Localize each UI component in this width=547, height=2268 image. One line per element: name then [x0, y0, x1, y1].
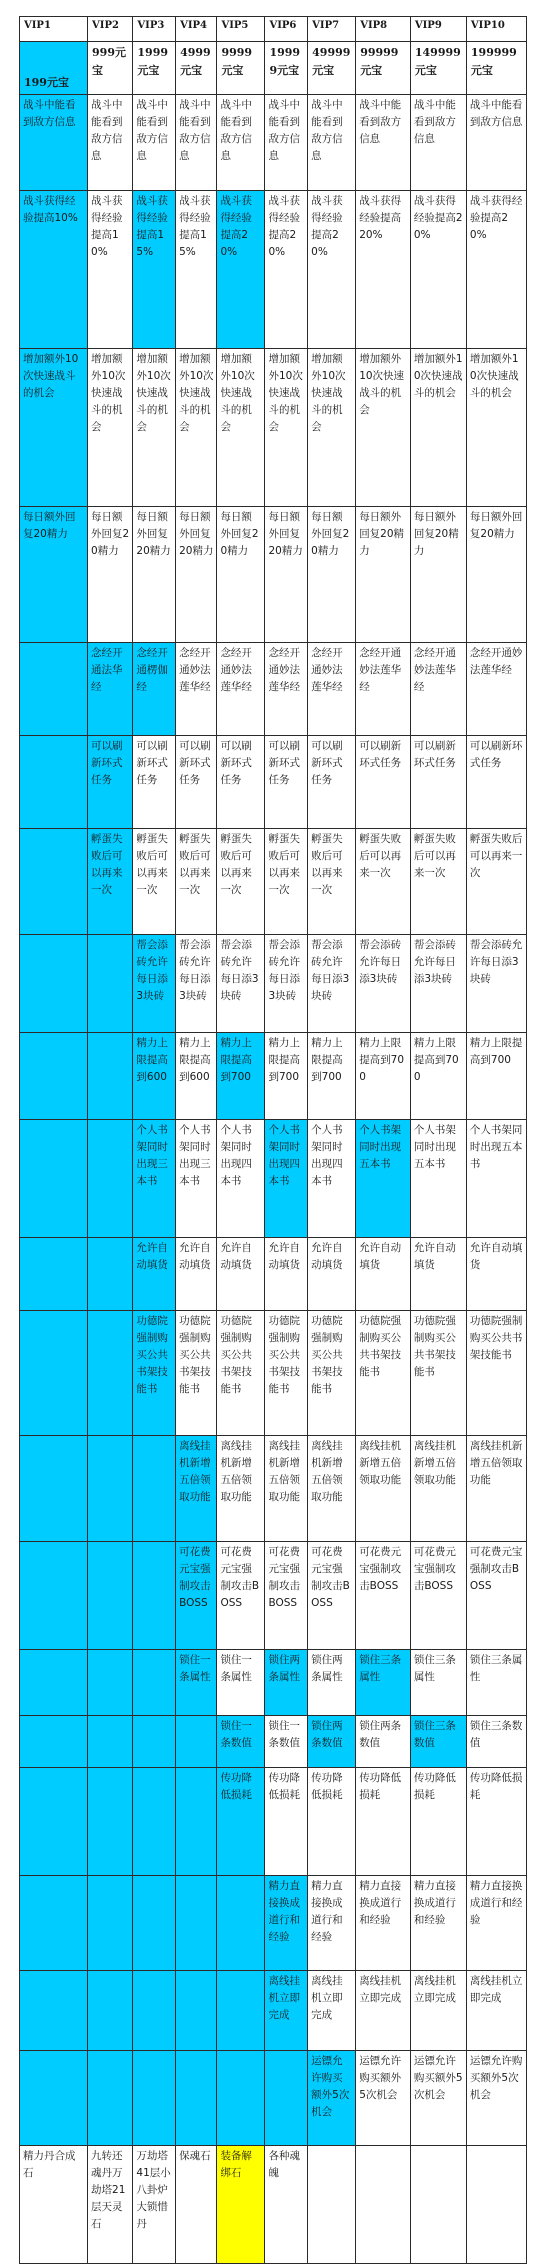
privilege-cell: 个人书架同时出现五本书	[410, 1120, 466, 1238]
privilege-cell: 战斗获得经验提高20%	[410, 190, 466, 348]
privilege-cell	[20, 828, 88, 934]
privilege-cell: 孵蛋失败后可以再来一次	[88, 828, 133, 934]
privilege-cell: 精力上限提高到700	[265, 1032, 308, 1120]
privilege-cell: 帮会添砖允许每日添3块砖	[410, 934, 466, 1032]
privilege-cell: 离线挂机新增五倍领取功能	[176, 1436, 217, 1542]
privilege-cell: 传功降低损耗	[356, 1768, 411, 1875]
privilege-cell: 各种魂魄	[265, 2146, 308, 2264]
privilege-cell: 精力直接换成道行和经验	[410, 1875, 466, 1970]
privilege-cell: 万劫塔41层小八卦炉大锁惜丹	[133, 2146, 176, 2264]
privilege-cell	[20, 1032, 88, 1120]
privilege-cell: 功德院强制购买公共书架技能书	[356, 1310, 411, 1435]
privilege-cell: 传功降低损耗	[308, 1768, 356, 1875]
privilege-cell: 念经开通妙法莲华经	[176, 643, 217, 736]
privilege-cell: 功德院强制购买公共书架技能书	[217, 1310, 265, 1435]
privilege-cell: 可花费元宝强制攻击BOSS	[217, 1542, 265, 1649]
privilege-cell: 锁住三条属性	[410, 1649, 466, 1716]
privilege-cell: 允许自动填货	[410, 1237, 466, 1310]
privilege-row	[20, 735, 527, 828]
privilege-cell: 允许自动填货	[356, 1237, 411, 1310]
privilege-cell: 每日额外回复20精力	[176, 507, 217, 643]
privilege-cell: 战斗中能看到敌方信息	[308, 95, 356, 190]
privilege-cell	[20, 1436, 88, 1542]
privilege-cell: 每日额外回复20精力	[410, 507, 466, 643]
vip-level-header: VIP9	[410, 17, 466, 42]
privilege-cell	[133, 1716, 176, 1768]
vip-price-cell: 99999元宝	[356, 41, 411, 95]
privilege-cell	[88, 1237, 133, 1310]
privilege-cell: 运镖允许购买额外5次机会	[410, 2050, 466, 2145]
privilege-cell: 战斗中能看到敌方信息	[265, 95, 308, 190]
privilege-cell	[308, 2146, 356, 2264]
privilege-cell: 战斗中能看到敌方信息	[410, 95, 466, 190]
privilege-cell: 增加额外10次快速战斗的机会	[308, 348, 356, 506]
privilege-cell: 个人书架同时出现五本书	[356, 1120, 411, 1238]
privilege-cell	[133, 1542, 176, 1649]
privilege-cell: 可花费元宝强制攻击BOSS	[356, 1542, 411, 1649]
privilege-cell	[133, 1649, 176, 1716]
privilege-cell: 帮会添砖允许每日添3块砖	[176, 934, 217, 1032]
vip-price-cell: 999元宝	[88, 41, 133, 95]
privilege-cell: 锁住三条属性	[356, 1649, 411, 1716]
privilege-cell	[88, 1310, 133, 1435]
privilege-cell: 念经开通妙法莲华经	[410, 643, 466, 736]
vip-level-header: VIP2	[88, 17, 133, 42]
privilege-cell: 保魂石	[176, 2146, 217, 2264]
privilege-cell: 帮会添砖允许每日添3块砖	[265, 934, 308, 1032]
privilege-cell: 功德院强制购买公共书架技能书	[410, 1310, 466, 1435]
vip-level-header-row	[20, 17, 527, 42]
privilege-cell: 战斗获得经验提高15%	[176, 190, 217, 348]
privilege-cell	[20, 1542, 88, 1649]
vip-level-header: VIP7	[308, 17, 356, 42]
vip-level-header: VIP1	[20, 17, 88, 42]
privilege-cell: 念经开通妙法莲华经	[217, 643, 265, 736]
privilege-cell: 离线挂机新增五倍领取功能	[410, 1436, 466, 1542]
privilege-cell: 功德院强制购买公共书架技能书	[466, 1310, 526, 1435]
privilege-cell: 每日额外回复20精力	[308, 507, 356, 643]
privilege-cell: 念经开通妙法莲华经	[466, 643, 526, 736]
privilege-cell: 帮会添砖允许每日添3块砖	[217, 934, 265, 1032]
vip-gift-items-row	[20, 2146, 527, 2264]
privilege-cell	[88, 1768, 133, 1875]
privilege-cell: 可以刷新环式任务	[308, 735, 356, 828]
privilege-cell	[217, 1875, 265, 1970]
privilege-row	[20, 1768, 527, 1875]
privilege-cell: 允许自动填货	[176, 1237, 217, 1310]
privilege-cell: 战斗中能看到敌方信息	[176, 95, 217, 190]
privilege-cell	[133, 2050, 176, 2145]
privilege-cell: 锁住一条数值	[217, 1716, 265, 1768]
vip-level-header: VIP8	[356, 17, 411, 42]
vip-level-header: VIP6	[265, 17, 308, 42]
vip-price-cell: 9999元宝	[217, 41, 265, 95]
vip-privilege-table	[19, 16, 527, 2264]
privilege-cell: 可花费元宝强制攻击BOSS	[466, 1542, 526, 1649]
privilege-cell	[20, 1649, 88, 1716]
privilege-cell: 每日额外回复20精力	[88, 507, 133, 643]
privilege-cell: 孵蛋失败后可以再来一次	[356, 828, 411, 934]
privilege-cell: 战斗获得经验提高20%	[356, 190, 411, 348]
privilege-cell: 可以刷新环式任务	[176, 735, 217, 828]
privilege-cell: 孵蛋失败后可以再来一次	[133, 828, 176, 934]
privilege-cell	[217, 1971, 265, 2051]
privilege-cell: 精力上限提高到600	[176, 1032, 217, 1120]
privilege-cell: 战斗中能看到敌方信息	[20, 95, 88, 190]
privilege-cell: 战斗获得经验提高20%	[217, 190, 265, 348]
privilege-cell: 孵蛋失败后可以再来一次	[466, 828, 526, 934]
privilege-cell: 可以刷新环式任务	[466, 735, 526, 828]
privilege-cell	[20, 735, 88, 828]
privilege-cell: 锁住一条属性	[176, 1649, 217, 1716]
privilege-cell	[410, 2146, 466, 2264]
privilege-row	[20, 1436, 527, 1542]
privilege-cell: 念经开通妙法莲华经	[356, 643, 411, 736]
privilege-cell: 允许自动填货	[308, 1237, 356, 1310]
privilege-cell: 允许自动填货	[466, 1237, 526, 1310]
vip-price-cell: 149999元宝	[410, 41, 466, 95]
privilege-cell: 增加额外10次快速战斗的机会	[356, 348, 411, 506]
privilege-cell: 增加额外10次快速战斗的机会	[265, 348, 308, 506]
privilege-cell: 战斗获得经验提高20%	[265, 190, 308, 348]
vip-level-header: VIP10	[466, 17, 526, 42]
privilege-cell	[20, 643, 88, 736]
privilege-cell: 战斗中能看到敌方信息	[133, 95, 176, 190]
privilege-row	[20, 1716, 527, 1768]
privilege-cell: 念经开通妙法莲华经	[308, 643, 356, 736]
privilege-cell: 战斗获得经验提高15%	[133, 190, 176, 348]
privilege-cell	[88, 1120, 133, 1238]
privilege-row	[20, 1310, 527, 1435]
privilege-cell: 战斗中能看到敌方信息	[88, 95, 133, 190]
privilege-cell	[20, 1971, 88, 2051]
privilege-cell: 增加额外10次快速战斗的机会	[20, 348, 88, 506]
privilege-cell: 运镖允许购买额外5次机会	[356, 2050, 411, 2145]
privilege-cell	[133, 1971, 176, 2051]
privilege-cell	[20, 1768, 88, 1875]
privilege-cell: 可以刷新环式任务	[265, 735, 308, 828]
privilege-cell: 功德院强制购买公共书架技能书	[265, 1310, 308, 1435]
privilege-cell: 锁住三条数值	[466, 1716, 526, 1768]
privilege-cell: 锁住一条数值	[265, 1716, 308, 1768]
privilege-cell: 个人书架同时出现三本书	[133, 1120, 176, 1238]
vip-price-cell: 199999元宝	[466, 41, 526, 95]
privilege-cell: 锁住两条属性	[308, 1649, 356, 1716]
privilege-cell: 每日额外回复20精力	[356, 507, 411, 643]
privilege-cell: 每日额外回复20精力	[466, 507, 526, 643]
privilege-cell: 功德院强制购买公共书架技能书	[308, 1310, 356, 1435]
privilege-cell: 孵蛋失败后可以再来一次	[176, 828, 217, 934]
privilege-cell: 增加额外10次快速战斗的机会	[176, 348, 217, 506]
privilege-cell: 锁住两条数值	[356, 1716, 411, 1768]
privilege-cell	[265, 2050, 308, 2145]
privilege-cell	[176, 2050, 217, 2145]
privilege-cell: 精力上限提高到700	[466, 1032, 526, 1120]
privilege-cell: 战斗中能看到敌方信息	[356, 95, 411, 190]
privilege-cell: 可以刷新环式任务	[88, 735, 133, 828]
privilege-cell: 传功降低损耗	[466, 1768, 526, 1875]
vip-price-cell: 19999元宝	[265, 41, 308, 95]
privilege-cell: 可以刷新环式任务	[133, 735, 176, 828]
privilege-cell	[356, 2146, 411, 2264]
privilege-cell: 功德院强制购买公共书架技能书	[133, 1310, 176, 1435]
privilege-cell: 每日额外回复20精力	[217, 507, 265, 643]
vip-level-header: VIP3	[133, 17, 176, 42]
privilege-cell: 增加额外10次快速战斗的机会	[133, 348, 176, 506]
privilege-cell: 精力丹合成石	[20, 2146, 88, 2264]
privilege-cell: 念经开通妙法莲华经	[265, 643, 308, 736]
privilege-cell: 个人书架同时出现四本书	[217, 1120, 265, 1238]
privilege-cell: 精力直接换成道行和经验	[466, 1875, 526, 1970]
privilege-cell: 帮会添砖允许每日添3块砖	[133, 934, 176, 1032]
privilege-cell: 可花费元宝强制攻击BOSS	[308, 1542, 356, 1649]
privilege-cell: 帮会添砖允许每日添3块砖	[356, 934, 411, 1032]
privilege-cell: 可花费元宝强制攻击BOSS	[265, 1542, 308, 1649]
privilege-cell: 战斗获得经验提高20%	[308, 190, 356, 348]
privilege-cell: 战斗获得经验提高20%	[466, 190, 526, 348]
privilege-cell: 精力上限提高到700	[308, 1032, 356, 1120]
privilege-cell: 精力上限提高到700	[356, 1032, 411, 1120]
privilege-cell: 离线挂机立即完成	[410, 1971, 466, 2051]
vip-price-cell: 199元宝	[20, 41, 88, 95]
privilege-cell: 锁住两条属性	[265, 1649, 308, 1716]
privilege-cell: 精力上限提高到700	[410, 1032, 466, 1120]
privilege-cell: 每日额外回复20精力	[20, 507, 88, 643]
privilege-row	[20, 190, 527, 348]
privilege-cell	[20, 1120, 88, 1238]
privilege-cell: 个人书架同时出现四本书	[308, 1120, 356, 1238]
privilege-cell: 战斗中能看到敌方信息	[466, 95, 526, 190]
privilege-cell: 增加额外10次快速战斗的机会	[410, 348, 466, 506]
privilege-row	[20, 828, 527, 934]
privilege-cell: 锁住一条属性	[217, 1649, 265, 1716]
privilege-cell	[176, 1875, 217, 1970]
privilege-cell: 可花费元宝强制攻击BOSS	[176, 1542, 217, 1649]
privilege-cell	[20, 1310, 88, 1435]
privilege-cell: 精力直接换成道行和经验	[356, 1875, 411, 1970]
privilege-cell: 离线挂机新增五倍领取功能	[217, 1436, 265, 1542]
privilege-cell: 孵蛋失败后可以再来一次	[217, 828, 265, 934]
privilege-row	[20, 348, 527, 506]
privilege-cell: 传功降低损耗	[265, 1768, 308, 1875]
privilege-cell: 增加额外10次快速战斗的机会	[217, 348, 265, 506]
privilege-cell: 可以刷新环式任务	[356, 735, 411, 828]
privilege-cell: 每日额外回复20精力	[265, 507, 308, 643]
privilege-cell: 孵蛋失败后可以再来一次	[308, 828, 356, 934]
privilege-cell: 离线挂机新增五倍领取功能	[356, 1436, 411, 1542]
privilege-cell: 战斗获得经验提高10%	[20, 190, 88, 348]
privilege-cell: 离线挂机立即完成	[308, 1971, 356, 2051]
privilege-cell: 功德院强制购买公共书架技能书	[176, 1310, 217, 1435]
privilege-cell: 九转还魂丹万劫塔21层天灵石	[88, 2146, 133, 2264]
privilege-cell: 孵蛋失败后可以再来一次	[410, 828, 466, 934]
privilege-cell	[133, 1436, 176, 1542]
privilege-cell: 帮会添砖允许每日添3块砖	[308, 934, 356, 1032]
privilege-cell: 传功降低损耗	[217, 1768, 265, 1875]
privilege-row	[20, 1971, 527, 2051]
privilege-cell	[88, 1875, 133, 1970]
privilege-cell: 离线挂机立即完成	[265, 1971, 308, 2051]
privilege-cell	[20, 1716, 88, 1768]
privilege-cell	[217, 2050, 265, 2145]
privilege-row	[20, 1649, 527, 1716]
privilege-cell	[20, 2050, 88, 2145]
privilege-row	[20, 1237, 527, 1310]
privilege-cell: 个人书架同时出现三本书	[176, 1120, 217, 1238]
privilege-cell: 离线挂机新增五倍领取功能	[466, 1436, 526, 1542]
vip-price-cell: 1999元宝	[133, 41, 176, 95]
privilege-row	[20, 95, 527, 190]
privilege-cell: 离线挂机立即完成	[356, 1971, 411, 2051]
privilege-row	[20, 507, 527, 643]
privilege-row	[20, 643, 527, 736]
privilege-cell	[20, 934, 88, 1032]
privilege-cell: 个人书架同时出现五本书	[466, 1120, 526, 1238]
privilege-cell: 可花费元宝强制攻击BOSS	[410, 1542, 466, 1649]
privilege-cell	[88, 1436, 133, 1542]
privilege-cell: 念经开通楞伽经	[133, 643, 176, 736]
privilege-cell: 精力直接换成道行和经验	[308, 1875, 356, 1970]
privilege-cell	[88, 1649, 133, 1716]
privilege-cell	[88, 934, 133, 1032]
privilege-cell	[20, 1875, 88, 1970]
privilege-cell	[133, 1875, 176, 1970]
privilege-cell: 装备解绑石	[217, 2146, 265, 2264]
privilege-cell: 战斗获得经验提高10%	[88, 190, 133, 348]
privilege-cell: 允许自动填货	[265, 1237, 308, 1310]
privilege-cell: 可以刷新环式任务	[410, 735, 466, 828]
privilege-cell: 允许自动填货	[133, 1237, 176, 1310]
privilege-cell	[133, 1768, 176, 1875]
privilege-cell: 可以刷新环式任务	[217, 735, 265, 828]
privilege-cell: 个人书架同时出现四本书	[265, 1120, 308, 1238]
privilege-cell	[176, 1768, 217, 1875]
privilege-cell: 战斗中能看到敌方信息	[217, 95, 265, 190]
privilege-cell: 离线挂机新增五倍领取功能	[308, 1436, 356, 1542]
privilege-cell: 离线挂机新增五倍领取功能	[265, 1436, 308, 1542]
privilege-cell: 增加额外10次快速战斗的机会	[466, 348, 526, 506]
privilege-cell: 运镖允许购买额外5次机会	[308, 2050, 356, 2145]
privilege-cell	[88, 1542, 133, 1649]
privilege-cell: 锁住三条数值	[410, 1716, 466, 1768]
vip-price-row	[20, 41, 527, 95]
privilege-cell	[88, 1032, 133, 1120]
privilege-row	[20, 1032, 527, 1120]
privilege-cell	[88, 1716, 133, 1768]
privilege-row	[20, 1542, 527, 1649]
vip-price-cell: 49999元宝	[308, 41, 356, 95]
privilege-row	[20, 934, 527, 1032]
privilege-cell: 精力上限提高到700	[217, 1032, 265, 1120]
privilege-row	[20, 1875, 527, 1970]
privilege-cell: 帮会添砖允许每日添3块砖	[466, 934, 526, 1032]
privilege-cell: 锁住三条属性	[466, 1649, 526, 1716]
privilege-cell: 离线挂机立即完成	[466, 1971, 526, 2051]
privilege-cell: 每日额外回复20精力	[133, 507, 176, 643]
privilege-cell	[88, 1971, 133, 2051]
vip-price-cell: 4999元宝	[176, 41, 217, 95]
privilege-cell: 孵蛋失败后可以再来一次	[265, 828, 308, 934]
privilege-row	[20, 1120, 527, 1238]
privilege-cell: 精力上限提高到600	[133, 1032, 176, 1120]
privilege-row	[20, 2050, 527, 2145]
privilege-cell: 增加额外10次快速战斗的机会	[88, 348, 133, 506]
privilege-cell: 运镖允许购买额外5次机会	[466, 2050, 526, 2145]
vip-level-header: VIP4	[176, 17, 217, 42]
vip-level-header: VIP5	[217, 17, 265, 42]
privilege-cell	[88, 2050, 133, 2145]
privilege-cell	[20, 1237, 88, 1310]
privilege-cell	[176, 1971, 217, 2051]
privilege-cell: 念经开通法华经	[88, 643, 133, 736]
privilege-cell	[176, 1716, 217, 1768]
privilege-cell: 传功降低损耗	[410, 1768, 466, 1875]
privilege-cell: 精力直接换成道行和经验	[265, 1875, 308, 1970]
privilege-cell: 锁住两条数值	[308, 1716, 356, 1768]
privilege-cell	[466, 2146, 526, 2264]
privilege-cell: 允许自动填货	[217, 1237, 265, 1310]
